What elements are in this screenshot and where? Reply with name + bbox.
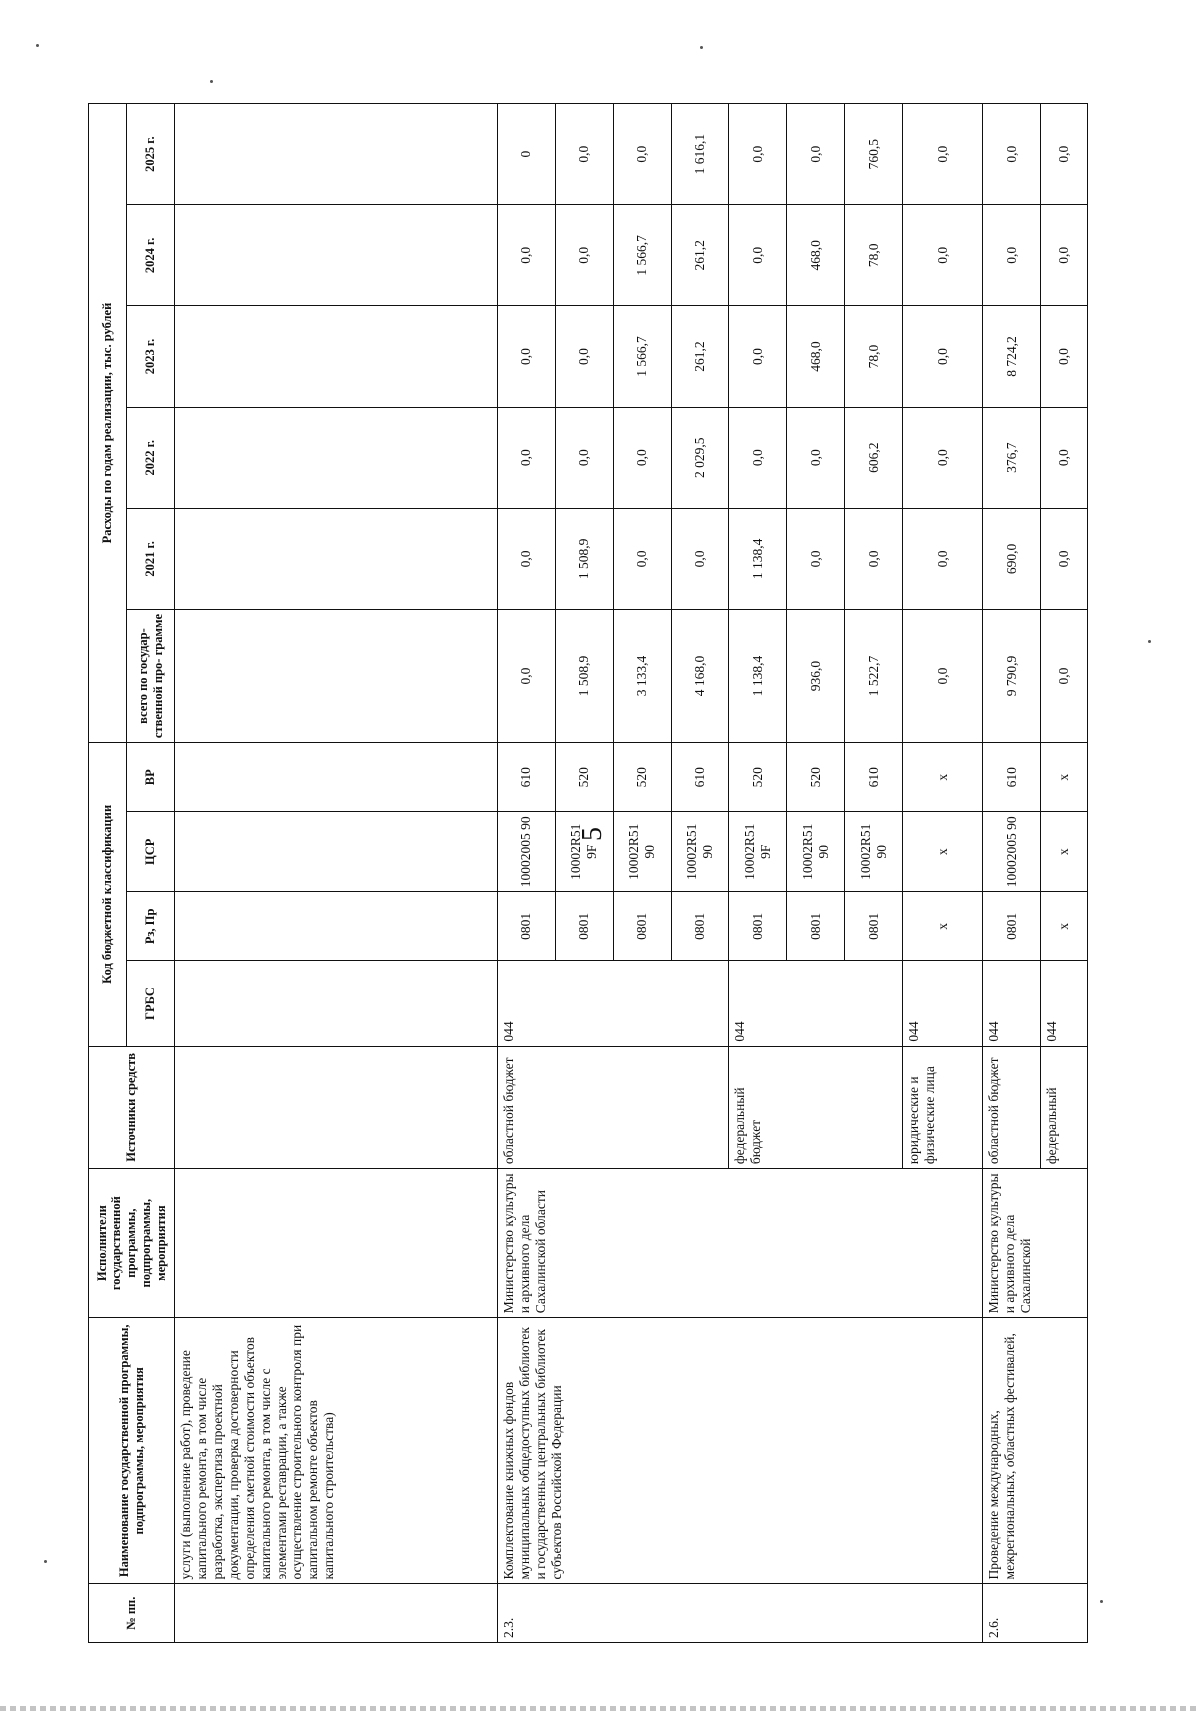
page-number: 5 xyxy=(577,827,608,841)
header-csr: ЦСР xyxy=(127,812,175,892)
cell: 520 xyxy=(613,743,671,812)
cell: 0,0 xyxy=(613,104,671,205)
header-2023: 2023 г. xyxy=(127,306,175,407)
cell: 0,0 xyxy=(1041,609,1088,742)
cell xyxy=(175,609,498,742)
cell: 10002R51 9F xyxy=(555,812,613,892)
cell: 690,0 xyxy=(983,508,1041,609)
cell: 0,0 xyxy=(613,508,671,609)
cell: 0,0 xyxy=(555,205,613,306)
header-total: всего по государ- ственной про- грамме xyxy=(127,609,175,742)
cell: 261,2 xyxy=(671,306,729,407)
cell: 044 xyxy=(1041,961,1088,1046)
item-26-src-federal: федеральный xyxy=(1041,1046,1088,1168)
cell: 044 xyxy=(983,961,1041,1046)
rotated-table-container xyxy=(88,103,1088,1643)
cell: x xyxy=(903,812,983,892)
item-23-src-legal: юридические и физические лица xyxy=(903,1046,983,1168)
cell: 0,0 xyxy=(787,508,845,609)
continuation-text: услуги (выполнение работ), проведение капитального ремонта, в том числе разработка, экспертиза проектной документации, проверка достоверности определения сметной стоимости объектов капитального ремонта, в том числе с элементами реставрации, а также осуществление строительного контроля при капитальном ремонте объектов капитального строительства) xyxy=(175,1318,498,1584)
cell: 0,0 xyxy=(555,407,613,508)
cell: 0,0 xyxy=(555,104,613,205)
item-23-grbs: 044 xyxy=(497,961,729,1046)
cell: 0801 xyxy=(845,892,903,961)
cell xyxy=(175,812,498,892)
cell: 0,0 xyxy=(903,508,983,609)
header-2022: 2022 г. xyxy=(127,407,175,508)
cell: 1 508,9 xyxy=(555,508,613,609)
cell: 760,5 xyxy=(845,104,903,205)
cell: 3 133,4 xyxy=(613,609,671,742)
cell: 10002R51 90 xyxy=(845,812,903,892)
cell: 0,0 xyxy=(1041,306,1088,407)
header-num: № пп. xyxy=(89,1584,175,1643)
cell: 0,0 xyxy=(1041,407,1088,508)
cell: 1 138,4 xyxy=(729,609,787,742)
cell: 10002R51 90 xyxy=(613,812,671,892)
cell: 0801 xyxy=(497,892,555,961)
cell: 10002R51 9F xyxy=(729,812,787,892)
cell: 0,0 xyxy=(903,407,983,508)
cell: 610 xyxy=(497,743,555,812)
item-23-grbs-federal: 044 xyxy=(729,961,903,1046)
cell xyxy=(175,1169,498,1318)
cell xyxy=(175,508,498,609)
header-2024: 2024 г. xyxy=(127,205,175,306)
header-code-group: Код бюджетной классификации xyxy=(89,743,127,1047)
cell xyxy=(175,961,498,1046)
cell: 0,0 xyxy=(845,508,903,609)
cell: 78,0 xyxy=(845,205,903,306)
header-name: Наименование государственной программы, подпрограммы, мероприятия xyxy=(89,1318,175,1584)
cell xyxy=(175,1046,498,1168)
cell: 1 616,1 xyxy=(671,104,729,205)
table-row xyxy=(983,104,1041,1643)
cell: x xyxy=(903,743,983,812)
cell xyxy=(175,104,498,205)
header-expenses-group: Расходы по годам реализации, тыс. рублей xyxy=(89,104,127,743)
cell: 0801 xyxy=(555,892,613,961)
cell: 520 xyxy=(787,743,845,812)
cell: 0,0 xyxy=(497,205,555,306)
item-26-num: 2.6. xyxy=(983,1584,1088,1643)
cell xyxy=(175,892,498,961)
cell: 0,0 xyxy=(1041,205,1088,306)
header-2021: 2021 г. xyxy=(127,508,175,609)
cell: 78,0 xyxy=(845,306,903,407)
cell: 0,0 xyxy=(497,609,555,742)
cell: 9 790,9 xyxy=(983,609,1041,742)
cell: 0,0 xyxy=(671,508,729,609)
cell: 936,0 xyxy=(787,609,845,742)
cell: 0,0 xyxy=(729,104,787,205)
item-23-num: 2.3. xyxy=(497,1584,982,1643)
cell xyxy=(175,1584,498,1643)
cell: x xyxy=(1041,812,1088,892)
cell: 0,0 xyxy=(903,104,983,205)
header-2025: 2025 г. xyxy=(127,104,175,205)
scan-speck xyxy=(700,46,703,49)
cell: x xyxy=(1041,892,1088,961)
cell: 0,0 xyxy=(613,407,671,508)
cell: 610 xyxy=(671,743,729,812)
item-26-name: Проведение международных, межрегиональных, областных фестивалей, xyxy=(983,1318,1088,1584)
scan-speck xyxy=(1148,640,1151,643)
item-26-src-regional: областной бюджет xyxy=(983,1046,1041,1168)
cell: 610 xyxy=(983,743,1041,812)
cell xyxy=(175,743,498,812)
cell: 0,0 xyxy=(1041,508,1088,609)
scan-speck xyxy=(44,1560,47,1563)
cell: 10002R51 90 xyxy=(787,812,845,892)
cell: 10002005 90 xyxy=(497,812,555,892)
cell: 4 168,0 xyxy=(671,609,729,742)
cell: x xyxy=(903,892,983,961)
item-23-executor: Министерство культуры и архивного дела Сахалинской области xyxy=(497,1169,982,1318)
cell: 1 138,4 xyxy=(729,508,787,609)
cell: 0,0 xyxy=(983,104,1041,205)
scan-edge-line xyxy=(0,1706,1200,1711)
item-23-src-federal: федеральный бюджет xyxy=(729,1046,903,1168)
continuation-row xyxy=(175,104,498,1643)
cell: 610 xyxy=(845,743,903,812)
cell: 0,0 xyxy=(903,205,983,306)
cell: 0,0 xyxy=(729,306,787,407)
cell: 261,2 xyxy=(671,205,729,306)
cell: 2 029,5 xyxy=(671,407,729,508)
cell: 10002005 90 xyxy=(983,812,1041,892)
header-rzpr: Рз, Пр xyxy=(127,892,175,961)
cell xyxy=(175,407,498,508)
cell: 0801 xyxy=(787,892,845,961)
cell: 468,0 xyxy=(787,205,845,306)
item-23-src-regional: областной бюджет xyxy=(497,1046,729,1168)
cell: x xyxy=(1041,743,1088,812)
cell: 0,0 xyxy=(729,407,787,508)
cell: 0,0 xyxy=(983,205,1041,306)
budget-table xyxy=(88,103,1088,1643)
cell: 0,0 xyxy=(729,205,787,306)
scan-speck xyxy=(1100,1600,1103,1603)
cell: 0,0 xyxy=(903,306,983,407)
cell: 606,2 xyxy=(845,407,903,508)
cell: 0,0 xyxy=(555,306,613,407)
cell: 0,0 xyxy=(787,104,845,205)
cell: 520 xyxy=(555,743,613,812)
scan-speck xyxy=(210,80,213,83)
cell: 376,7 xyxy=(983,407,1041,508)
cell: 1 522,7 xyxy=(845,609,903,742)
table-row xyxy=(497,104,555,1643)
cell: 0 xyxy=(497,104,555,205)
cell: 1 566,7 xyxy=(613,205,671,306)
cell: 0,0 xyxy=(1041,104,1088,205)
cell: 0801 xyxy=(613,892,671,961)
cell: 0801 xyxy=(983,892,1041,961)
cell: 468,0 xyxy=(787,306,845,407)
cell xyxy=(175,306,498,407)
cell: 044 xyxy=(903,961,983,1046)
cell: 8 724,2 xyxy=(983,306,1041,407)
cell: 1 508,9 xyxy=(555,609,613,742)
header-executor: Исполнители государственной программы, подпрограммы, мероприятия xyxy=(89,1169,175,1318)
cell: 0,0 xyxy=(497,508,555,609)
item-23-name: Комплектование книжных фондов муниципальных общедоступных библиотек и государственных центральных библиотек субъектов Российской Федерации xyxy=(497,1318,982,1584)
cell: 1 566,7 xyxy=(613,306,671,407)
cell: 0,0 xyxy=(497,407,555,508)
scan-speck xyxy=(36,44,39,47)
item-26-executor: Министерство культуры и архивного дела Сахалинской xyxy=(983,1169,1088,1318)
cell: 0,0 xyxy=(903,609,983,742)
cell: 10002R51 90 xyxy=(671,812,729,892)
cell: 0801 xyxy=(671,892,729,961)
cell xyxy=(175,205,498,306)
header-vr: ВР xyxy=(127,743,175,812)
header-grbs: ГРБС xyxy=(127,961,175,1046)
cell: 0,0 xyxy=(787,407,845,508)
header-source: Источники средств xyxy=(89,1046,175,1168)
cell: 0801 xyxy=(729,892,787,961)
cell: 0,0 xyxy=(497,306,555,407)
cell: 520 xyxy=(729,743,787,812)
